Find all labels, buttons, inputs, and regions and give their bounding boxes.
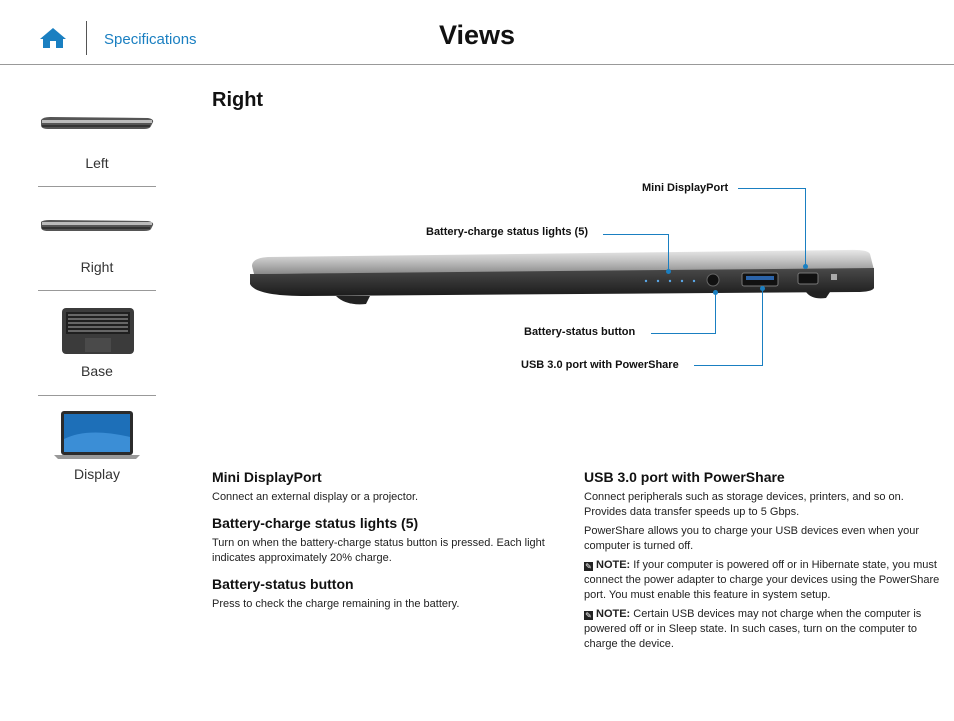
callout-battery-button: Battery-status button: [524, 326, 636, 338]
note-icon: ✎: [585, 562, 592, 571]
laptop-display-thumbnail: [38, 409, 156, 461]
header-rule: [0, 64, 954, 65]
callout-dot: [760, 286, 765, 291]
leader-line: [694, 365, 763, 366]
description-text: Connect peripherals such as storage devices, printers, and so on. Provides data transfer speeds up to 5 Gbps.: [584, 491, 904, 518]
note: [584, 558, 940, 603]
description-heading: Battery-charge status lights (5): [212, 515, 419, 531]
sidebar-item-base[interactable]: [38, 306, 156, 379]
laptop-base-thumbnail: [38, 306, 156, 358]
note-label: NOTE:: [596, 608, 631, 620]
callout-dot: [713, 290, 718, 295]
leader-line: [805, 188, 806, 266]
leader-line: [668, 234, 669, 271]
callout-dot: [666, 269, 671, 274]
sidebar-item-label: Base: [81, 363, 113, 379]
section-title: Right: [212, 89, 264, 111]
leader-line: [651, 333, 716, 334]
description-text: Turn on when the battery-charge status button is pressed. Each light indicates approximately 20% charge.: [212, 537, 545, 564]
sidebar-item-label: Display: [74, 466, 120, 482]
descriptions-right: [584, 469, 940, 656]
sidebar-item-display[interactable]: [38, 409, 156, 482]
description-text: Connect an external display or a projector.: [212, 491, 419, 503]
sidebar-item-label: Right: [80, 259, 114, 275]
sidebar-divider: [38, 395, 156, 396]
leader-line: [603, 234, 668, 235]
description-mini-displayport: [212, 469, 562, 505]
note: [584, 607, 940, 652]
description-text: PowerShare allows you to charge your USB devices even when your computer is turned off.: [584, 525, 920, 552]
sidebar-divider: [38, 186, 156, 187]
callout-battery-lights: Battery-charge status lights (5): [426, 226, 588, 238]
sidebar-item-right[interactable]: [38, 214, 156, 275]
note-text: If your computer is powered off or in Hibernate state, you must connect the power adapter to charge your devices using the PowerShare port. You must enable this feature in system setup.: [584, 559, 940, 601]
laptop-right-side-thumbnail: [38, 214, 156, 254]
callout-mini-displayport: Mini DisplayPort: [642, 182, 729, 194]
note-text: Certain USB devices may not charge when the computer is powered off or in Sleep state. In such cases, turn on the computer to charge the device.: [584, 608, 922, 650]
description-heading: Battery-status button: [212, 576, 354, 592]
sidebar-item-label: Left: [85, 155, 109, 171]
callout-dot: [803, 264, 808, 269]
laptop-right-side-illustration: [246, 240, 876, 310]
callout-usb: USB 3.0 port with PowerShare: [521, 359, 679, 371]
description-battery-button: [212, 576, 562, 612]
description-heading: USB 3.0 port with PowerShare: [584, 469, 785, 485]
leader-line: [762, 290, 763, 365]
note-icon: ✎: [585, 611, 592, 620]
note-label: NOTE:: [596, 559, 631, 571]
specifications-link[interactable]: Specifications: [104, 31, 197, 48]
laptop-left-side-thumbnail: [38, 110, 156, 150]
description-text: Press to check the charge remaining in the battery.: [212, 598, 460, 610]
leader-line: [738, 188, 806, 189]
description-battery-lights: [212, 515, 562, 566]
page-title: Views: [438, 20, 516, 50]
sidebar-item-left[interactable]: [38, 110, 156, 171]
leader-line: [715, 293, 716, 333]
sidebar-divider: [38, 290, 156, 291]
descriptions-left: [212, 469, 562, 616]
description-heading: Mini DisplayPort: [212, 469, 322, 485]
